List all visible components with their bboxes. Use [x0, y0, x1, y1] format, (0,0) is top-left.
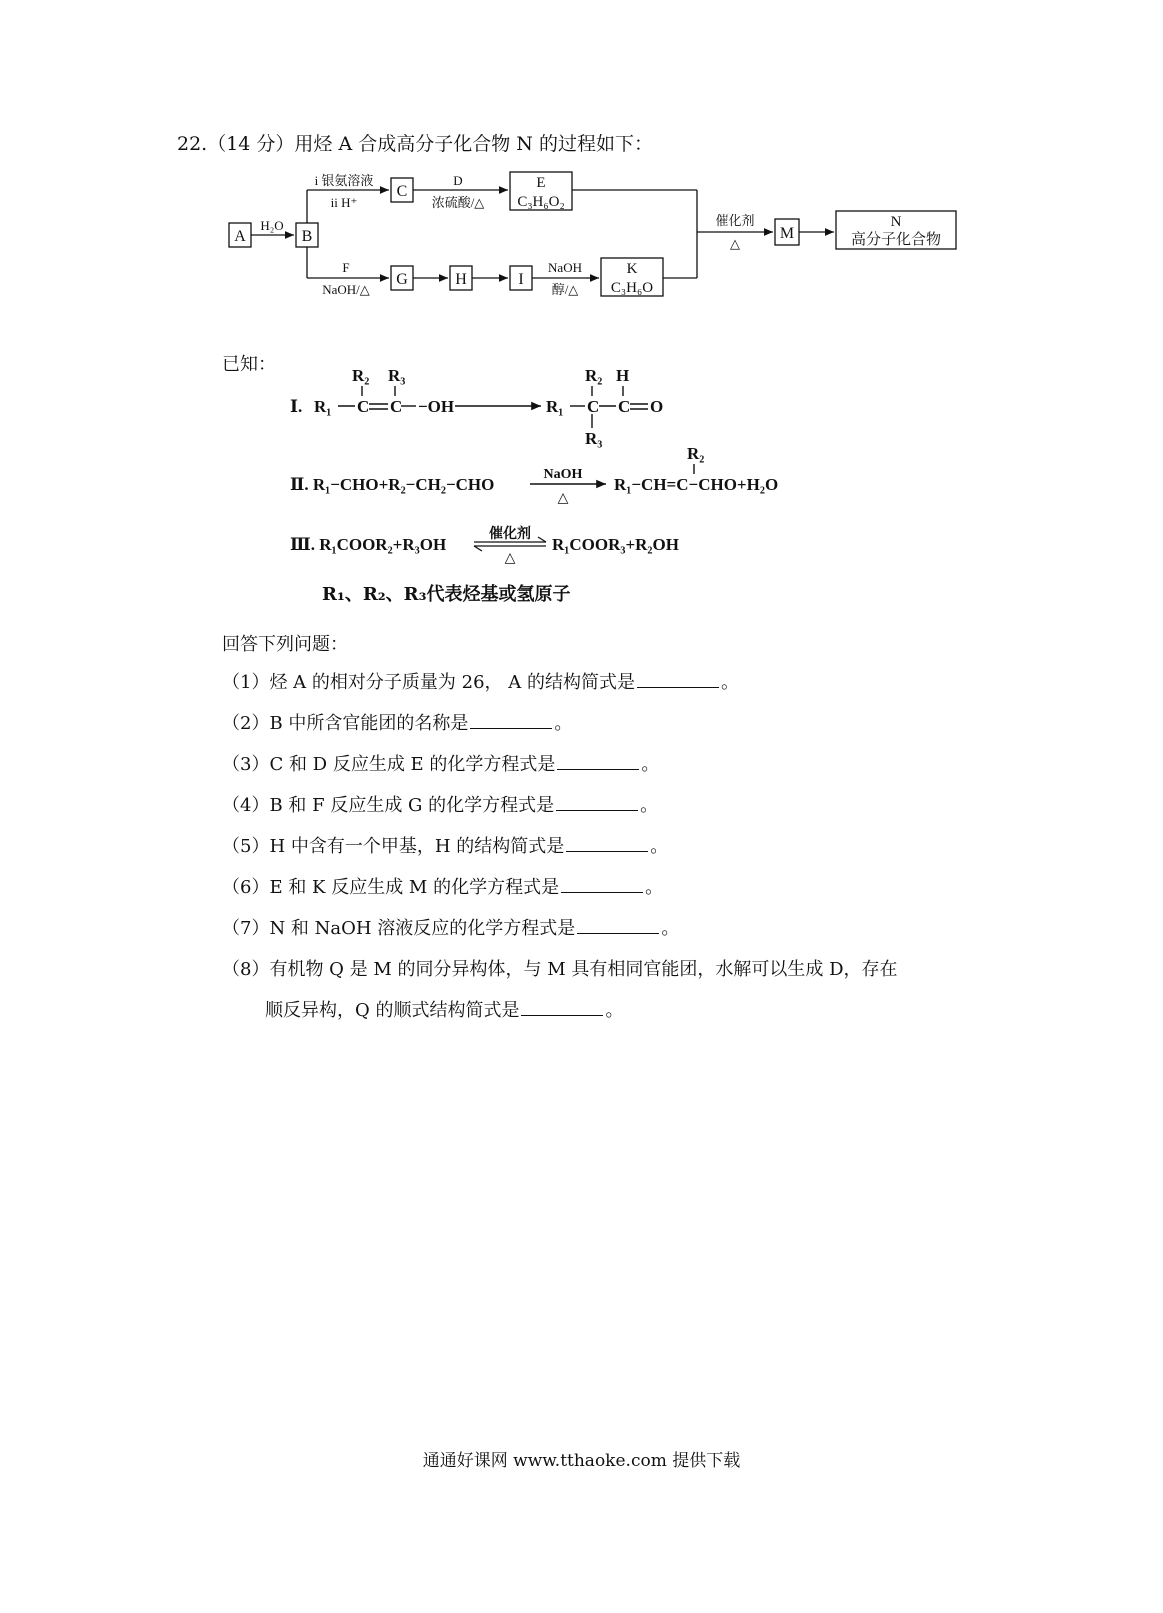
label-naoh-delta: NaOH/△: [322, 282, 370, 297]
label-n-desc: 高分子化合物: [850, 232, 942, 248]
question-item-6: （6）E 和 K 反应生成 M 的化学方程式是 。: [222, 877, 664, 898]
answer-blank-6[interactable]: [561, 878, 643, 893]
question-item-7: （7）N 和 NaOH 溶液反应的化学方程式是 。: [222, 918, 680, 939]
label-a: A: [234, 228, 246, 245]
label-nongliusuan: 浓硫酸/△: [431, 195, 485, 210]
page-footer: 通通好课网 www.tthaoke.com 提供下载: [422, 1451, 741, 1471]
label-h: H: [455, 271, 467, 288]
label-top-cond2: ii H⁺: [330, 195, 358, 210]
r1-group-r3: R₃: [388, 366, 406, 385]
label-f: F: [342, 260, 350, 275]
label-top-cond1: i 银氨溶液: [314, 173, 374, 188]
label-h2o: H₂O: [260, 218, 284, 233]
label-delta: △: [730, 236, 740, 251]
label-e: E: [536, 175, 546, 191]
label-chun: 醇/△: [551, 282, 579, 297]
label-i: I: [518, 271, 524, 288]
reaction-2-rhs: R₁−CH=C−CHO+H₂O: [614, 475, 779, 494]
label-m: M: [779, 225, 795, 242]
r1-product-h: H: [616, 366, 630, 385]
reaction-2-lhs: Ⅱ. R₁−CHO+R₂−CH₂−CHO: [290, 475, 495, 494]
r1-product-r1: R₁: [546, 397, 564, 416]
question-item-8-cont: 顺反异构，Q 的顺式结构简式是 。: [265, 1000, 624, 1021]
reaction-3-cond: 催化剂: [489, 527, 531, 542]
question-item-3: （3）C 和 D 反应生成 E 的化学方程式是 。: [222, 754, 660, 775]
label-k-formula: C₃H₆O: [610, 280, 654, 296]
label-g: G: [396, 271, 408, 288]
answer-blank-1[interactable]: [637, 673, 719, 688]
answer-blank-5[interactable]: [566, 837, 648, 852]
reaction-3-delta: △: [504, 551, 516, 565]
r1-product-r3: R₃: [585, 429, 603, 448]
r1-group-r1: R₁: [314, 397, 332, 416]
r1-product-oxygen: O: [650, 397, 664, 416]
question-title: 22.（14 分）用烃 A 合成高分子化合物 N 的过程如下：: [177, 133, 653, 155]
r1-group-r2: R₂: [352, 366, 370, 385]
label-k: K: [626, 261, 638, 277]
reaction-2-cond: NaOH: [543, 467, 583, 482]
question-item-2: （2）B 中所含官能团的名称是 。: [222, 713, 573, 734]
reaction-2-product-r2: R₂: [687, 444, 705, 463]
reaction-3-lhs: Ⅲ. R₁COOR₂+R₃OH: [290, 535, 447, 554]
answer-intro: 回答下列问题：: [222, 634, 348, 655]
r1-carbon-1: C: [357, 397, 370, 416]
label-b: B: [301, 228, 313, 245]
answer-blank-4[interactable]: [556, 796, 638, 811]
r1-carbon-2: C: [390, 397, 403, 416]
known-label: 已知：: [222, 354, 276, 375]
r1-product-r2: R₂: [585, 366, 603, 385]
reaction-3-rhs: R₁COOR₃+R₂OH: [552, 535, 679, 554]
answer-blank-3[interactable]: [557, 755, 639, 770]
reaction-2: [0, 440, 1163, 510]
reaction-1-number: Ⅰ.: [290, 397, 303, 416]
label-naoh: NaOH: [548, 260, 582, 275]
question-item-4: （4）B 和 F 反应生成 G 的化学方程式是 。: [222, 795, 659, 816]
reaction-2-delta: △: [557, 491, 569, 506]
label-n: N: [890, 214, 902, 230]
label-cat: 催化剂: [715, 213, 755, 228]
answer-blank-2[interactable]: [470, 714, 552, 729]
answer-blank-8[interactable]: [521, 1001, 603, 1016]
label-d: D: [453, 173, 463, 188]
known-note: R₁、R₂、R₃代表烃基或氢原子: [322, 584, 571, 605]
answer-blank-7[interactable]: [577, 919, 659, 934]
r1-product-carbon-1: C: [587, 397, 600, 416]
question-item-8: （8）有机物 Q 是 M 的同分异构体，与 M 具有相同官能团，水解可以生成 D，存在: [222, 959, 898, 980]
synthesis-flow-diagram: [0, 0, 1163, 320]
question-item-1: （1）烃 A 的相对分子质量为 26， A 的结构简式是 。: [222, 672, 739, 693]
label-c: C: [396, 183, 408, 200]
reaction-3: [0, 515, 1163, 565]
label-e-formula: C₃H₆O₂: [517, 194, 565, 210]
r1-hydroxyl: −OH: [418, 397, 455, 416]
question-item-5: （5）H 中含有一个甲基，H 的结构简式是 。: [222, 836, 669, 857]
r1-product-carbon-2: C: [618, 397, 631, 416]
